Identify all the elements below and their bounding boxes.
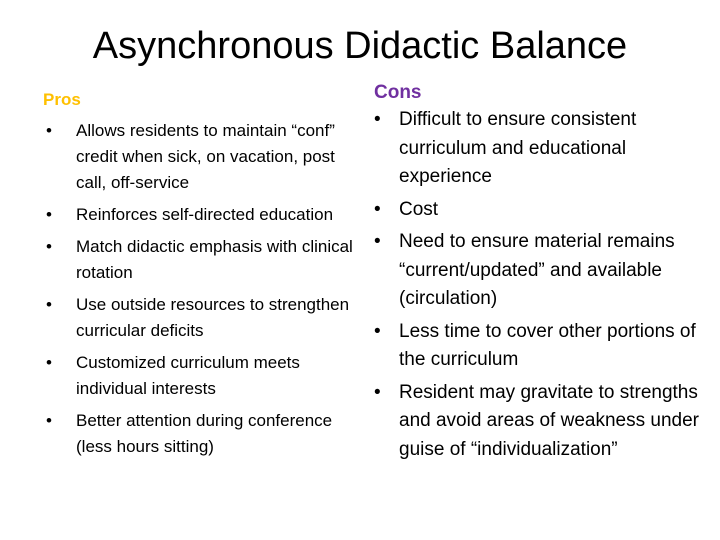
pros-item-text: Better attention during conference (less hours sitting) bbox=[76, 411, 333, 456]
bullet-icon: • bbox=[46, 353, 52, 372]
pros-item-text: Allows residents to maintain “conf” credit when sick, on vacation, post call, off-service bbox=[76, 121, 335, 192]
pros-item bbox=[43, 234, 353, 286]
cons-item bbox=[374, 379, 704, 465]
cons-item bbox=[374, 318, 704, 375]
pros-item bbox=[43, 292, 353, 344]
bullet-icon: • bbox=[374, 198, 381, 220]
pros-item bbox=[43, 118, 353, 196]
bullet-icon: • bbox=[46, 237, 52, 256]
cons-item-text: Less time to cover other portions of the curriculum bbox=[399, 320, 696, 370]
cons-item-text: Need to ensure material remains “current/updated” and available (circulation) bbox=[399, 231, 675, 309]
cons-item bbox=[374, 228, 704, 314]
cons-item bbox=[374, 196, 704, 225]
cons-column bbox=[374, 81, 704, 468]
pros-item-text: Match didactic emphasis with clinical rotation bbox=[76, 237, 353, 282]
pros-item bbox=[43, 408, 353, 460]
bullet-icon: • bbox=[374, 231, 381, 252]
pros-item bbox=[43, 202, 353, 228]
bullet-icon: • bbox=[46, 295, 52, 314]
pros-heading: Pros bbox=[43, 90, 81, 109]
cons-list bbox=[374, 106, 704, 464]
bullet-icon: • bbox=[46, 205, 52, 224]
pros-item-text: Customized curriculum meets individual interests bbox=[76, 353, 300, 398]
pros-column bbox=[43, 88, 353, 466]
bullet-icon: • bbox=[374, 320, 381, 342]
cons-item bbox=[374, 106, 704, 192]
pros-item-text: Reinforces self-directed education bbox=[76, 205, 334, 224]
slide-title: Asynchronous Didactic Balance bbox=[92, 25, 628, 67]
bullet-icon: • bbox=[374, 381, 381, 403]
cons-item-text: Resident may gravitate to strengths and avoid areas of weakness under guise of “individualization” bbox=[399, 381, 699, 460]
pros-item-text: Use outside resources to strengthen curricular deficits bbox=[76, 295, 350, 340]
cons-item-text: Cost bbox=[399, 198, 439, 220]
bullet-icon: • bbox=[374, 109, 381, 130]
pros-item bbox=[43, 350, 353, 402]
cons-heading: Cons bbox=[374, 82, 422, 103]
pros-list bbox=[43, 118, 353, 460]
cons-item-text: Difficult to ensure consistent curriculum and educational experience bbox=[399, 109, 637, 187]
bullet-icon: • bbox=[46, 411, 52, 430]
bullet-icon: • bbox=[46, 121, 52, 140]
